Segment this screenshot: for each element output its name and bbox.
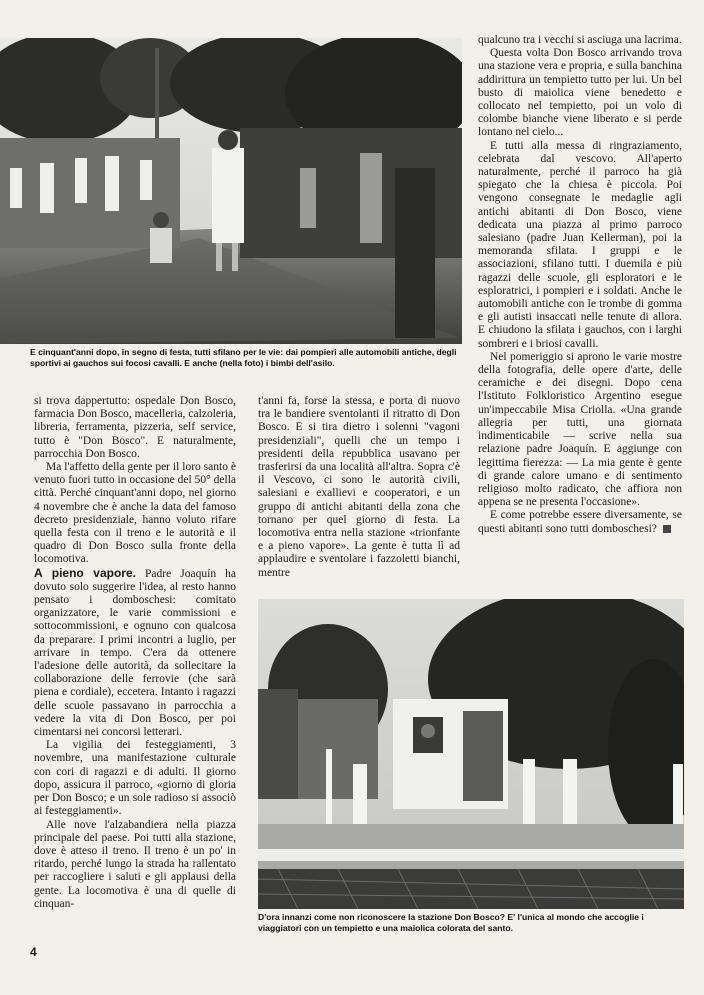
paragraph: E tutti alla messa di ringraziamento, celebrata dal vescovo. All'aperto naturalmente, perché il parroco ha già spiegato che la chiesa è piccola. Poi vengono consegnate le medaglie agli antichi abitanti di Don Bosco, viene dedicata una piazza al primo parroco salesiano (padre Juan Kellerman), poi la memoranda sfilata. I gruppi e le associazioni, sfilano tutti. I duemila e più ragazzi delle scuole, gli esploratori e le esploratrici, i pompieri e i soldati. Anche le automobili antiche con le trombe di gomma e gli autisti insaccati nelle tenute di allora. E chiudono la sfilata i gauchos, con i larghi sombreri e i briosi cavalli. (478, 139, 682, 350)
column-right (478, 34, 682, 536)
page-number: 4 (30, 945, 37, 959)
bottom-photo-station (258, 599, 684, 909)
top-photo-parade (0, 38, 462, 344)
column-left (34, 395, 236, 911)
column-middle (258, 395, 460, 580)
top-photo-caption: E cinquant'anni dopo, in segno di festa, tutti sfilano per le vie: dai pompieri alle automobili antiche, degli sportivi ai gauchos sui focosi cavalli. E anche (nella foto) i bimbi dell'asilo. (30, 347, 457, 368)
paragraph: qualcuno tra i vecchi si asciuga una lacrima. (478, 34, 682, 46)
paragraph: Questa volta Don Bosco arrivando trova una stazione vera e propria, e sulla banchina addirittura un tempietto tutto per lui. Un bel busto di maiolica viene benedetto e collocato nel tempietto, poi un volo di colombe bianche viene liberato e si perde lontano nel cielo... (478, 47, 682, 139)
section-heading: A pieno vapore. (34, 565, 136, 580)
paragraph: La vigilia dei festeggiamenti, 3 novembre, una manifestazione culturale con cori di ragazzi e di adulti. Il giorno dopo, assicura il parroco, «giorno di gloria per Don Bosco; e un sole radioso si associò ai festeggiamenti». (34, 739, 236, 818)
paragraph (478, 509, 682, 535)
bottom-photo-caption: D'ora innanzi come non riconoscere la stazione Don Bosco? E' l'unica al mondo che accoglie i viaggiatori con un tempietto e una maiolica colorata del santo. (258, 912, 644, 933)
paragraph: si trova dappertutto: ospedale Don Bosco, farmacia Don Bosco, macelleria, calzoleria, libreria, ferramenta, pizzeria, self service, tutto è "Don Bosco". E naturalmente, parrocchia Don Bosco. (34, 395, 236, 460)
paragraph: Alle nove l'alzabandiera nella piazza principale del paese. Poi tutti alla stazione, dove è atteso il treno. Il treno è un po' in ritardo, perché lungo la strada ha rallentato per raccogliere i saluti e gli applausi della gente. La locomotiva è una di quelle di cinquan- (34, 818, 236, 910)
paragraph-text: Padre Joaquín ha dovuto solo suggerire l'idea, al resto hanno pensato i domboschesi: comitato organizzatore, le varie commissioni e sottocommissioni, e ognuno con qualcosa da preparare. I primi incontri a luglio, per arrivare in tempo. C'era da ottenere l'adesione delle autorità, da sollecitare la collaborazione delle ferrovie (che sarà piena e cordiale), eccetera. Intanto i ragazzi delle scuole passavano in parrocchia a vedere la vita di Don Bosco, per poi cimentarsi nei concorsi letterari. (34, 567, 236, 739)
paragraph: Nel pomeriggio si aprono le varie mostre della fotografia, delle opere d'arte, delle ceramiche e dei disegni. Dopo cena l'Istituto Folkloristico Argentino esegue un'impeccabile Misa Criolla. «Una grande allegria per tutti, una giornata indimenticabile — scrive nella sua relazione padre Joaquín. E aggiunge con legittima fierezza: — La mia gente è gente di grande calore umano e di sentimento religioso molto radicato, che affiora non appena se ne presenta l'occasione». (478, 350, 682, 509)
paragraph: t'anni fa, forse la stessa, e porta di nuovo tra le bandiere sventolanti il ritratto di Don Bosco. E si tira dietro i solenni "vagoni presidenziali", quelli che un tempo i presidenti della repubblica usavano per trasferirsi da una località all'altra. Sopra c'è il Vescovo, ci sono le autorità civili, salesiani e exallievi e cooperatori, e un gruppo di antichi abitanti della zona che tornano per quel giorno di festa. La locomotiva entra nella stazione «trionfante e a pieno vapore». La gente è tutta lì ad applaudire e sventolare i fazzoletti bianchi, mentre (258, 395, 460, 579)
paragraph-section (34, 567, 236, 740)
end-of-article-mark (663, 525, 671, 533)
paragraph: Ma l'affetto della gente per il loro santo è venuto fuori tutto in occasione del 50° della città. Perché cinquant'anni dopo, nel giorno 4 novembre che è anche la data del famoso decreto presidenziale, hanno voluto rifare quella festa con il treno e le autorità e il quadro di Don Bosco sulla fronte della locomotiva. (34, 461, 236, 566)
paragraph-text: E come potrebbe essere diversamente, se questi abitanti sono tutti domboschesi? (478, 509, 682, 535)
